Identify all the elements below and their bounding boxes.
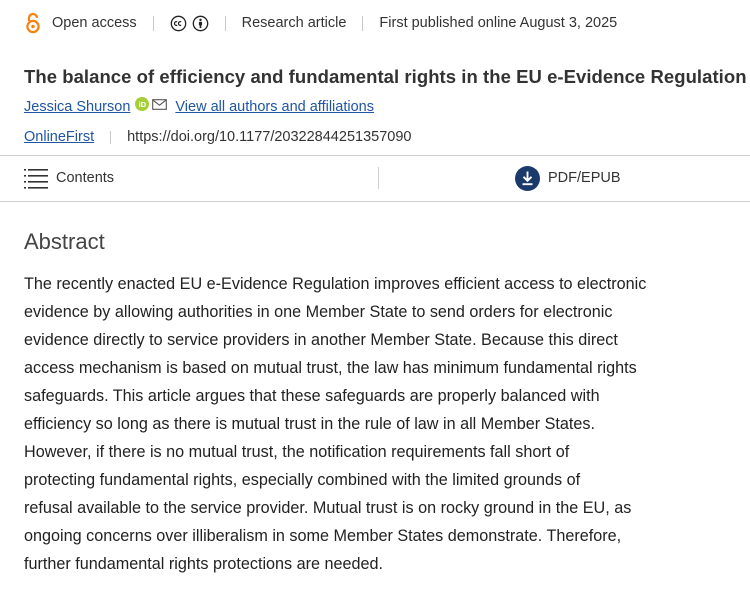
abstract-line: ongoing concerns over illiberalism in some Member States demonstrate. Therefore, — [24, 527, 622, 545]
license-icons[interactable] — [170, 15, 209, 32]
abstract-line: refusal available to the service provider. Mutual trust is on rocky ground in the EU, as — [24, 499, 632, 517]
abstract-line: evidence directly to service providers in another Member State. Because this direct — [24, 331, 618, 349]
contents-button[interactable] — [24, 166, 114, 190]
list-menu-icon — [24, 167, 48, 189]
abstract-line: However, if there is no mutual trust, the notification requirements fall short of — [24, 443, 570, 461]
article-toolbar — [0, 155, 750, 202]
authors-row — [24, 97, 374, 117]
doi-row — [24, 127, 411, 147]
divider — [225, 16, 226, 31]
article-type: Research article — [241, 15, 347, 31]
mail-icon[interactable] — [152, 99, 167, 110]
article-title: The balance of efficiency and fundamental rights in the EU e-Evidence Regulation — [24, 66, 747, 88]
divider — [110, 131, 111, 144]
abstract-text — [24, 270, 674, 578]
onlinefirst-link[interactable]: OnlineFirst — [24, 129, 95, 145]
author-link[interactable]: Jessica Shurson — [24, 99, 131, 115]
pdf-epub-button[interactable] — [515, 165, 621, 191]
contents-label: Contents — [56, 170, 115, 186]
orcid-icon[interactable]: iD — [135, 97, 149, 111]
publication-date: First published online August 3, 2025 — [379, 15, 618, 31]
toolbar-divider — [378, 167, 379, 189]
divider — [362, 16, 363, 31]
abstract-heading: Abstract — [24, 229, 105, 254]
abstract-line: evidence by allowing authorities in one Member State to send orders for electronic — [24, 303, 613, 321]
abstract-line: further fundamental rights protections are needed. — [24, 555, 384, 573]
abstract-line: protecting fundamental rights, especially combined with the limited grounds of — [24, 471, 581, 489]
abstract-line: access mechanism is based on mutual trust, the law has minimum fundamental rights — [24, 359, 637, 377]
cc-icon — [170, 15, 187, 32]
article-meta-row — [24, 12, 617, 34]
doi-link[interactable]: https://doi.org/10.1177/20322844251357090 — [127, 129, 412, 145]
divider — [153, 16, 154, 31]
download-icon — [515, 166, 540, 191]
pdf-epub-label: PDF/EPUB — [548, 170, 621, 186]
abstract-line: safeguards. This article argues that these safeguards are properly balanced with — [24, 387, 600, 405]
cc-by-icon — [192, 15, 209, 32]
abstract-line: efficiency so long as there is mutual trust in the rule of law in all Member States. — [24, 415, 596, 433]
open-access-label[interactable]: Open access — [52, 15, 137, 31]
view-all-authors-link[interactable]: View all authors and affiliations — [175, 99, 374, 115]
abstract-line: The recently enacted EU e-Evidence Regulation improves efficient access to electronic — [24, 275, 647, 293]
open-access-lock-icon — [24, 12, 42, 34]
